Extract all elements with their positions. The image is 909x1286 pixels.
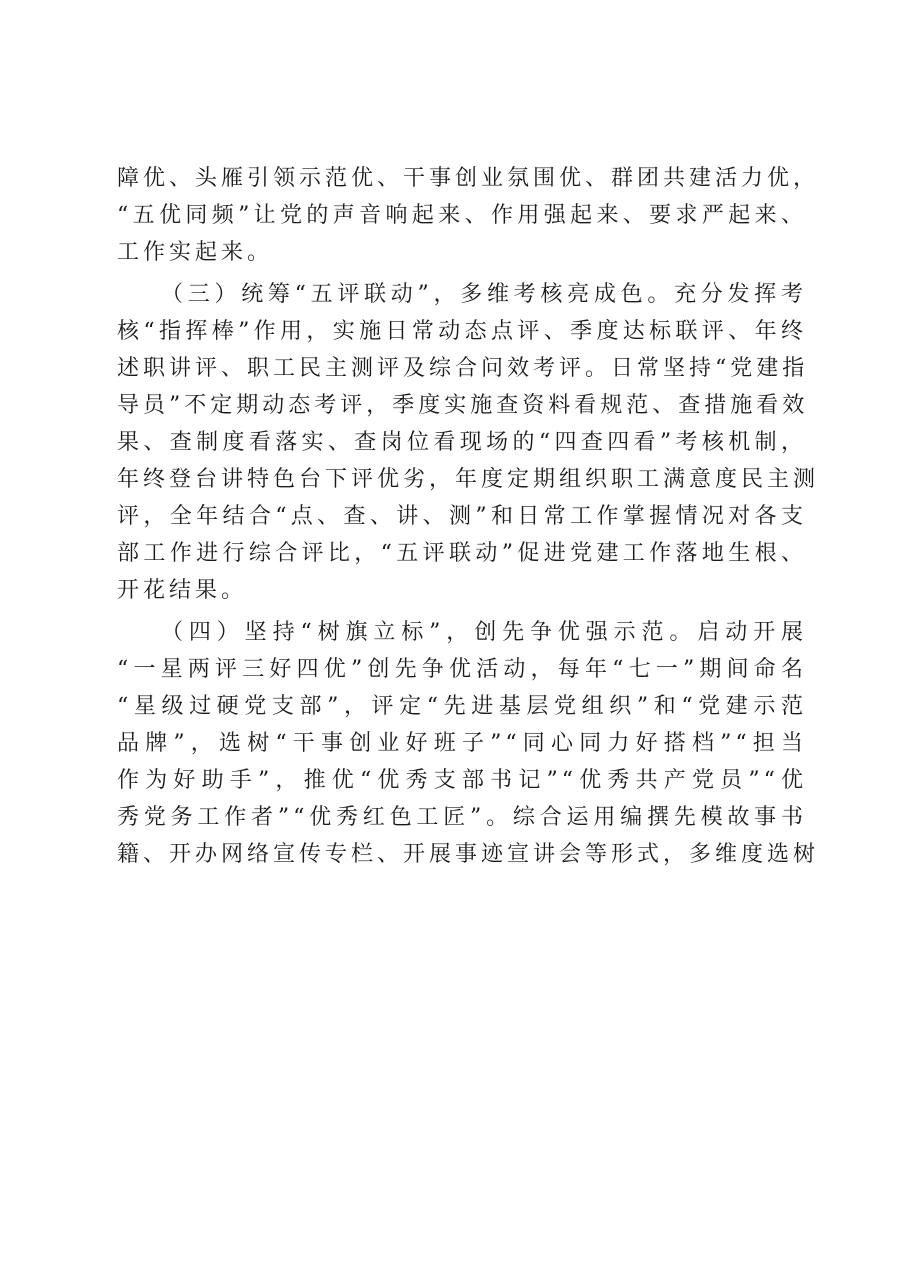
paragraph-2 (117, 276, 820, 609)
document-body (117, 160, 820, 873)
text-line: 评，全年结合“点、查、讲、测”和日常工作掌握情况对各支 (117, 504, 807, 529)
paragraph-3 (117, 614, 820, 873)
text-line: 述职讲评、职工民主测评及综合问效考评。日常坚持“党建指 (117, 356, 809, 381)
paragraph-1 (117, 160, 820, 271)
text-line: 工作实起来。 (117, 240, 274, 265)
text-line: 核“指挥棒”作用，实施日常动态点评、季度达标联评、年终 (117, 319, 807, 344)
text-line: “五优同频”让党的声音响起来、作用强起来、要求严起来、 (117, 203, 807, 228)
text-line: （四）坚持“树旗立标”，创先争优强示范。启动开展 (161, 620, 807, 645)
text-line: 秀党务工作者”“优秀红色工匠”。综合运用编撰先模故事书 (117, 805, 807, 830)
text-line: 果、查制度看落实、查岗位看现场的“四查四看”考核机制， (117, 430, 807, 455)
text-line: （三）统筹“五评联动”，多维考核亮成色。充分发挥考 (161, 282, 807, 307)
text-line: “一星两评三好四优”创先争优活动，每年“七一”期间命名 (117, 657, 807, 682)
text-line: 籍、开办网络宣传专栏、开展事迹宣讲会等形式，多维度选树 (117, 842, 820, 867)
text-line: “星级过硬党支部”，评定“先进基层党组织”和“党建示范 (117, 694, 807, 719)
text-line: 年终登台讲特色台下评优劣，年度定期组织职工满意度民主测 (117, 467, 820, 492)
text-line: 导员”不定期动态考评，季度实施查资料看规范、查措施看效 (117, 393, 809, 418)
text-line: 作为好助手”，推优“优秀支部书记”“优秀共产党员”“优 (117, 768, 807, 793)
text-line: 部工作进行综合评比，“五评联动”促进党建工作落地生根、 (117, 541, 807, 566)
text-line: 品牌”，选树“干事创业好班子”“同心同力好搭档”“担当 (117, 731, 807, 756)
text-line: 障优、头雁引领示范优、干事创业氛围优、群团共建活力优， (117, 166, 820, 191)
text-line: 开花结果。 (117, 578, 248, 603)
